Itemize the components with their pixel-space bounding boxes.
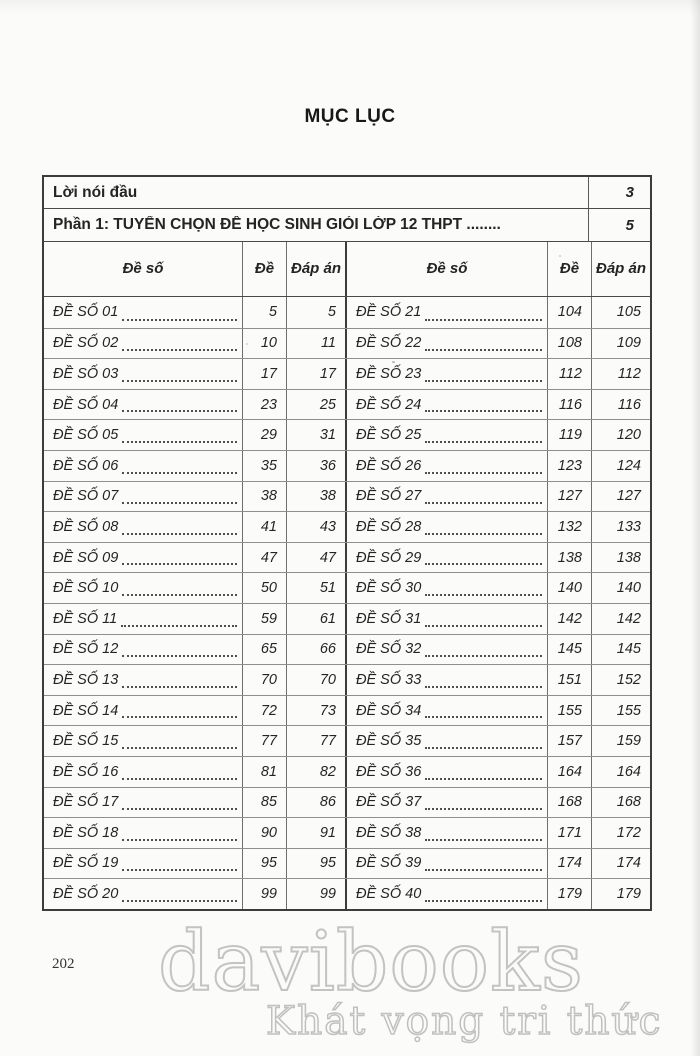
toc-entry-left	[44, 788, 242, 818]
toc-entry-label: ĐỀ SỐ 24	[356, 396, 422, 413]
toc-entry-label: ĐỀ SỐ 01	[53, 304, 119, 321]
toc-entry-dapan-page: 109	[591, 329, 650, 359]
dotted-leader	[122, 839, 237, 841]
toc-entry-right	[345, 879, 547, 909]
toc-entry-right	[345, 297, 547, 328]
watermark-tagline: Khát vọng tri thức	[266, 999, 663, 1044]
toc-entry-de-page: 119	[547, 420, 591, 450]
front-row-page: 3	[588, 177, 650, 208]
toc-entry-label: ĐỀ SỐ 07	[53, 488, 119, 505]
toc-entry-right	[345, 696, 547, 726]
toc-data-row	[44, 572, 650, 603]
dotted-leader	[122, 563, 237, 565]
toc-entry-right	[345, 359, 547, 389]
toc-entry-dapan-page: 116	[591, 390, 650, 420]
toc-entry-de-page: 123	[547, 451, 591, 481]
toc-entry-de-page: 116	[547, 390, 591, 420]
toc-entry-label: ĐỀ SỐ 23	[356, 365, 422, 382]
toc-entry-de-page: 127	[547, 482, 591, 512]
toc-entry-de-page: 138	[547, 543, 591, 573]
toc-entry-right	[345, 604, 547, 634]
toc-entry-label: ĐỀ SỐ 16	[53, 763, 119, 780]
dotted-leader	[122, 502, 237, 504]
toc-entry-right	[345, 635, 547, 665]
toc-entry-dapan-page: 66	[286, 635, 345, 665]
toc-entry-label: ĐỀ SỐ 10	[53, 580, 119, 597]
toc-entry-de-page: 23	[242, 390, 286, 420]
toc-entry-label: ĐỀ SỐ 08	[53, 518, 119, 535]
dotted-leader	[425, 625, 542, 627]
dotted-leader	[122, 410, 237, 412]
toc-entry-label: ĐỀ SỐ 31	[356, 610, 422, 627]
toc-entry-dapan-page: 168	[591, 788, 650, 818]
toc-entry-label: ĐỀ SỐ 12	[53, 641, 119, 658]
toc-entry-de-page: 95	[242, 849, 286, 879]
toc-data-row	[44, 634, 650, 665]
toc-data-row	[44, 297, 650, 328]
toc-entry-left	[44, 420, 242, 450]
toc-entry-dapan-page: 82	[286, 757, 345, 787]
toc-entry-de-page: 38	[242, 482, 286, 512]
toc-entry-dapan-page: 47	[286, 543, 345, 573]
toc-front-row-part1	[44, 209, 650, 242]
toc-entry-de-page: 145	[547, 635, 591, 665]
toc-entry-right	[345, 512, 547, 542]
toc-entry-de-page: 171	[547, 818, 591, 848]
dotted-leader	[122, 686, 237, 688]
toc-entry-right	[345, 543, 547, 573]
toc-entry-dapan-page: 124	[591, 451, 650, 481]
toc-entry-dapan-page: 127	[591, 482, 650, 512]
toc-entry-label: ĐỀ SỐ 29	[356, 549, 422, 566]
toc-data-row	[44, 511, 650, 542]
toc-entry-dapan-page: 152	[591, 665, 650, 695]
toc-entry-de-page: 59	[242, 604, 286, 634]
toc-entry-dapan-page: 133	[591, 512, 650, 542]
toc-entry-dapan-page: 95	[286, 849, 345, 879]
dotted-leader	[425, 319, 542, 321]
toc-entry-label: ĐỀ SỐ 37	[356, 794, 422, 811]
toc-entry-label: ĐỀ SỐ 34	[356, 702, 422, 719]
toc-entry-de-page: 108	[547, 329, 591, 359]
toc-entry-dapan-page: 43	[286, 512, 345, 542]
toc-entry-label: ĐỀ SỐ 14	[53, 702, 119, 719]
toc-entry-right	[345, 451, 547, 481]
dotted-leader	[122, 594, 237, 596]
dotted-leader	[122, 319, 237, 321]
toc-entry-label: ĐỀ SỐ 13	[53, 671, 119, 688]
toc-entry-label: ĐỀ SỐ 27	[356, 488, 422, 505]
toc-data-row	[44, 358, 650, 389]
toc-data-row	[44, 664, 650, 695]
toc-entry-de-page: 5	[242, 297, 286, 328]
toc-entry-de-page: 142	[547, 604, 591, 634]
dotted-leader	[122, 655, 237, 657]
toc-entry-left	[44, 818, 242, 848]
watermark-brand: davibooks	[158, 915, 584, 1010]
toc-entry-dapan-page: 112	[591, 359, 650, 389]
toc-entry-label: ĐỀ SỐ 22	[356, 335, 422, 352]
toc-entry-dapan-page: 142	[591, 604, 650, 634]
toc-entry-right	[345, 482, 547, 512]
dotted-leader	[122, 533, 237, 535]
toc-entry-dapan-page: 17	[286, 359, 345, 389]
toc-data-row	[44, 725, 650, 756]
toc-entry-de-page: 29	[242, 420, 286, 450]
toc-entry-de-page: 112	[547, 359, 591, 389]
toc-entry-right	[345, 420, 547, 450]
toc-entry-left	[44, 879, 242, 909]
toc-entry-left	[44, 573, 242, 603]
header-de-so: Đề số	[122, 259, 164, 277]
dotted-leader	[425, 472, 542, 474]
toc-entry-dapan-page: 61	[286, 604, 345, 634]
dotted-leader	[425, 808, 542, 810]
dotted-leader	[122, 472, 237, 474]
toc-entry-right	[345, 665, 547, 695]
toc-entry-right	[345, 788, 547, 818]
toc-entry-de-page: 151	[547, 665, 591, 695]
toc-entry-dapan-page: 70	[286, 665, 345, 695]
toc-entry-label: ĐỀ SỐ 03	[53, 365, 119, 382]
toc-entry-label: ĐỀ SỐ 06	[53, 457, 119, 474]
toc-entry-label: ĐỀ SỐ 35	[356, 733, 422, 750]
toc-data-row	[44, 450, 650, 481]
toc-data-row	[44, 419, 650, 450]
toc-entry-left	[44, 297, 242, 328]
toc-entry-label: ĐỀ SỐ 25	[356, 427, 422, 444]
dotted-leader	[425, 594, 542, 596]
dotted-leader	[122, 747, 237, 749]
toc-entry-de-page: 72	[242, 696, 286, 726]
toc-entry-label: ĐỀ SỐ 26	[356, 457, 422, 474]
dotted-leader	[122, 380, 237, 382]
toc-entry-right	[345, 757, 547, 787]
front-row-label: Lời nói đầu	[53, 183, 138, 201]
dotted-leader	[425, 716, 542, 718]
toc-entry-dapan-page: 145	[591, 635, 650, 665]
dotted-leader	[122, 869, 237, 871]
dotted-leader	[425, 502, 542, 504]
toc-entry-left	[44, 512, 242, 542]
dotted-leader	[425, 655, 542, 657]
toc-entry-de-page: 168	[547, 788, 591, 818]
toc-entry-de-page: 90	[242, 818, 286, 848]
toc-entry-dapan-page: 174	[591, 849, 650, 879]
toc-entry-left	[44, 482, 242, 512]
toc-entry-left	[44, 665, 242, 695]
toc-entry-dapan-page: 172	[591, 818, 650, 848]
toc-entry-de-page: 174	[547, 849, 591, 879]
toc-entry-label: ĐỀ SỐ 19	[53, 855, 119, 872]
toc-entry-label: ĐỀ SỐ 21	[356, 304, 422, 321]
toc-entry-dapan-page: 11	[286, 329, 345, 359]
dotted-leader	[122, 900, 237, 902]
toc-entry-left	[44, 757, 242, 787]
dotted-leader	[425, 869, 542, 871]
toc-entry-left	[44, 726, 242, 756]
toc-entry-dapan-page: 179	[591, 879, 650, 909]
toc-entry-de-page: 41	[242, 512, 286, 542]
toc-entry-de-page: 70	[242, 665, 286, 695]
toc-entry-de-page: 140	[547, 573, 591, 603]
toc-entry-label: ĐỀ SỐ 05	[53, 427, 119, 444]
toc-entry-dapan-page: 164	[591, 757, 650, 787]
front-row-page: 5	[588, 209, 650, 241]
toc-entry-de-page: 99	[242, 879, 286, 909]
toc-entry-de-page: 65	[242, 635, 286, 665]
toc-entry-right	[345, 849, 547, 879]
dotted-leader	[425, 380, 542, 382]
toc-entry-label: ĐỀ SỐ 40	[356, 886, 422, 903]
toc-entry-dapan-page: 5	[286, 297, 345, 328]
toc-entry-label: ĐỀ SỐ 30	[356, 580, 422, 597]
toc-entry-dapan-page: 51	[286, 573, 345, 603]
toc-entry-label: ĐỀ SỐ 20	[53, 886, 119, 903]
toc-data-row	[44, 481, 650, 512]
toc-data-row	[44, 817, 650, 848]
toc-front-row-preface	[44, 177, 650, 209]
toc-entry-de-page: 132	[547, 512, 591, 542]
toc-entry-dapan-page: 31	[286, 420, 345, 450]
toc-entry-left	[44, 635, 242, 665]
toc-entry-label: ĐỀ SỐ 15	[53, 733, 119, 750]
toc-entry-left	[44, 696, 242, 726]
toc-entry-dapan-page: 155	[591, 696, 650, 726]
toc-entry-label: ĐỀ SỐ 32	[356, 641, 422, 658]
toc-entry-dapan-page: 138	[591, 543, 650, 573]
dotted-leader	[425, 410, 542, 412]
toc-entry-dapan-page: 86	[286, 788, 345, 818]
toc-entry-dapan-page: 91	[286, 818, 345, 848]
toc-entry-left	[44, 329, 242, 359]
dotted-leader	[122, 441, 237, 443]
toc-data-row	[44, 542, 650, 573]
toc-entry-left	[44, 849, 242, 879]
toc-data-row	[44, 328, 650, 359]
dotted-leader	[425, 686, 542, 688]
toc-entry-left	[44, 359, 242, 389]
toc-entry-label: ĐỀ SỐ 39	[356, 855, 422, 872]
toc-entry-dapan-page: 73	[286, 696, 345, 726]
dotted-leader	[122, 808, 237, 810]
toc-entry-label: ĐỀ SỐ 28	[356, 518, 422, 535]
toc-data-row	[44, 695, 650, 726]
toc-entry-de-page: 104	[547, 297, 591, 328]
toc-entry-dapan-page: 120	[591, 420, 650, 450]
toc-entry-de-page: 35	[242, 451, 286, 481]
toc-data-row	[44, 389, 650, 420]
toc-entry-dapan-page: 36	[286, 451, 345, 481]
toc-entry-dapan-page: 77	[286, 726, 345, 756]
toc-entry-label: ĐỀ SỐ 04	[53, 396, 119, 413]
toc-data-row	[44, 878, 650, 909]
dotted-leader	[425, 441, 542, 443]
toc-entry-left	[44, 451, 242, 481]
toc-entry-dapan-page: 105	[591, 297, 650, 328]
toc-entry-left	[44, 390, 242, 420]
toc-entry-label: ĐỀ SỐ 38	[356, 824, 422, 841]
toc-entry-label: ĐỀ SỐ 33	[356, 671, 422, 688]
toc-entry-label: ĐỀ SỐ 02	[53, 335, 119, 352]
header-de: Đề	[242, 242, 286, 296]
toc-entry-right	[345, 329, 547, 359]
toc-entry-right	[345, 573, 547, 603]
toc-entry-de-page: 157	[547, 726, 591, 756]
toc-entry-de-page: 10	[242, 329, 286, 359]
toc-data-row	[44, 756, 650, 787]
toc-entry-de-page: 179	[547, 879, 591, 909]
dotted-leader	[425, 563, 542, 565]
toc-entry-label: ĐỀ SỐ 11	[53, 610, 118, 627]
dotted-leader	[425, 349, 542, 351]
toc-entry-label: ĐỀ SỐ 36	[356, 763, 422, 780]
toc-entry-left	[44, 543, 242, 573]
toc-entry-right	[345, 390, 547, 420]
dotted-leader	[425, 747, 542, 749]
toc-entry-right	[345, 726, 547, 756]
toc-entry-dapan-page: 140	[591, 573, 650, 603]
toc-entry-de-page: 77	[242, 726, 286, 756]
toc-entry-dapan-page: 25	[286, 390, 345, 420]
toc-entry-dapan-page: 99	[286, 879, 345, 909]
toc-entry-de-page: 50	[242, 573, 286, 603]
toc-entry-right	[345, 818, 547, 848]
dotted-leader	[122, 778, 237, 780]
toc-entry-dapan-page: 38	[286, 482, 345, 512]
toc-data-row	[44, 603, 650, 634]
toc-entry-label: ĐỀ SỐ 17	[53, 794, 119, 811]
header-dap-an: Đáp án	[286, 242, 345, 296]
dotted-leader	[425, 533, 542, 535]
toc-entry-label: ĐỀ SỐ 09	[53, 549, 119, 566]
toc-entry-left	[44, 604, 242, 634]
toc-header-row	[44, 242, 650, 297]
front-row-label: Phần 1: TUYỂN CHỌN ĐỀ HỌC SINH GIỎI LỚP 12 THPT ........	[53, 216, 501, 233]
page-title: MỤC LỤC	[304, 106, 396, 127]
dotted-leader	[425, 839, 542, 841]
toc-rows	[44, 297, 650, 909]
page-number: 202	[52, 956, 75, 972]
toc-data-row	[44, 848, 650, 879]
toc-table	[42, 175, 652, 911]
header-dap-an: Đáp án	[591, 242, 650, 296]
toc-entry-de-page: 85	[242, 788, 286, 818]
toc-entry-de-page: 164	[547, 757, 591, 787]
dotted-leader	[122, 716, 237, 718]
header-de-so: Đề số	[345, 242, 547, 296]
toc-entry-de-page: 17	[242, 359, 286, 389]
dotted-leader	[121, 625, 237, 627]
header-de: Đề	[547, 242, 591, 296]
dotted-leader	[425, 778, 542, 780]
toc-entry-de-page: 155	[547, 696, 591, 726]
toc-entry-dapan-page: 159	[591, 726, 650, 756]
dotted-leader	[122, 349, 237, 351]
toc-entry-de-page: 47	[242, 543, 286, 573]
toc-entry-label: ĐỀ SỐ 18	[53, 824, 119, 841]
toc-data-row	[44, 787, 650, 818]
toc-entry-de-page: 81	[242, 757, 286, 787]
dotted-leader	[425, 900, 542, 902]
